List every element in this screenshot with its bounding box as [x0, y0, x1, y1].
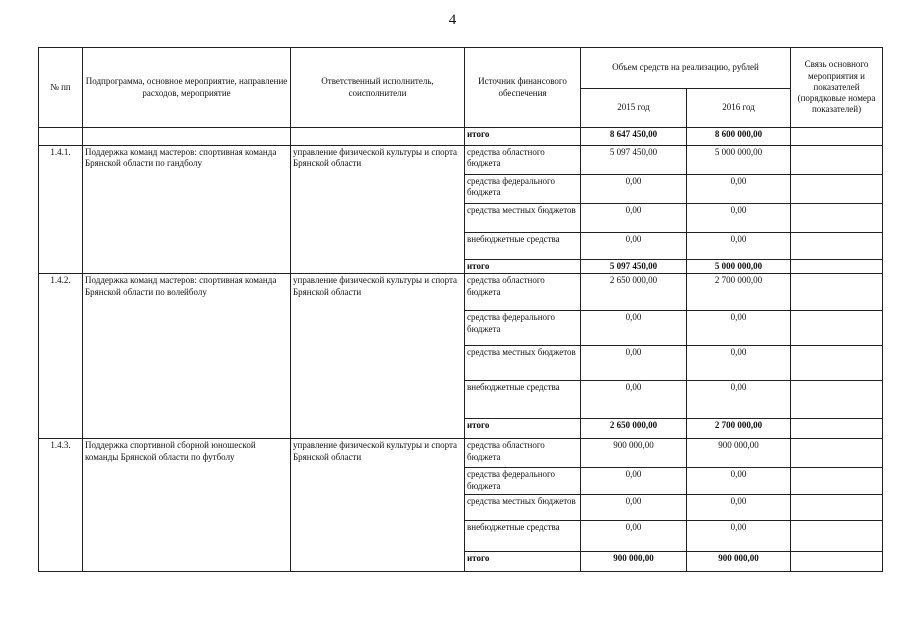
page-number: 4 — [448, 12, 457, 28]
amount-2015: 0,00 — [581, 204, 687, 233]
amount-2015: 0,00 — [581, 311, 687, 346]
executor-name: управление физической культуры и спорта Брянской области — [291, 439, 465, 572]
table-row — [39, 439, 883, 468]
executor-name: управление физической культуры и спорта Брянской области — [291, 146, 465, 274]
row-number: 1.4.2. — [39, 274, 83, 439]
funding-source: средства местных бюджетов — [465, 346, 581, 381]
header-2016: 2016 год — [687, 89, 791, 128]
header-program: Подпрограмма, основное мероприятие, направление расходов, мероприятие — [83, 48, 291, 128]
indicator-link — [791, 175, 883, 204]
table-row — [39, 128, 883, 146]
amount-2015: 0,00 — [581, 381, 687, 419]
amount-2016: 900 000,00 — [687, 439, 791, 468]
funding-source: внебюджетные средства — [465, 381, 581, 419]
indicator-link — [791, 552, 883, 572]
amount-2015: 5 097 450,00 — [581, 146, 687, 175]
funding-source: внебюджетные средства — [465, 233, 581, 260]
funding-source: средства федерального бюджета — [465, 175, 581, 204]
row-number: 1.4.3. — [39, 439, 83, 572]
header-executor: Ответственный исполнитель, соисполнители — [291, 48, 465, 128]
total-2015: 8 647 450,00 — [581, 128, 687, 146]
indicator-link — [791, 311, 883, 346]
total-label: итого — [465, 419, 581, 439]
header-2015: 2015 год — [581, 89, 687, 128]
amount-2016: 5 000 000,00 — [687, 146, 791, 175]
program-name: Поддержка спортивной сборной юношеской команды Брянской области по футболу — [83, 439, 291, 572]
amount-2015: 0,00 — [581, 468, 687, 495]
amount-2016: 0,00 — [687, 175, 791, 204]
total-2015: 900 000,00 — [581, 552, 687, 572]
budget-table — [38, 47, 883, 572]
total-2016: 8 600 000,00 — [687, 128, 791, 146]
indicator-link — [791, 419, 883, 439]
indicator-link — [791, 233, 883, 260]
amount-2016: 0,00 — [687, 311, 791, 346]
total-2016: 5 000 000,00 — [687, 260, 791, 274]
total-2015: 5 097 450,00 — [581, 260, 687, 274]
funding-source: средства областного бюджета — [465, 274, 581, 311]
indicator-link — [791, 468, 883, 495]
amount-2016: 0,00 — [687, 233, 791, 260]
program-name: Поддержка команд мастеров: спортивная команда Брянской области по гандболу — [83, 146, 291, 274]
program-name: Поддержка команд мастеров: спортивная команда Брянской области по волейболу — [83, 274, 291, 439]
header-num: № пп — [39, 48, 83, 128]
indicator-link — [791, 260, 883, 274]
indicator-link — [791, 274, 883, 311]
amount-2015: 900 000,00 — [581, 439, 687, 468]
indicator-link — [791, 346, 883, 381]
amount-2016: 0,00 — [687, 204, 791, 233]
indicator-link — [791, 521, 883, 552]
funding-source: средства областного бюджета — [465, 146, 581, 175]
executor-name: управление физической культуры и спорта Брянской области — [291, 274, 465, 439]
indicator-link — [791, 204, 883, 233]
amount-2015: 2 650 000,00 — [581, 274, 687, 311]
amount-2015: 0,00 — [581, 495, 687, 521]
funding-source: средства федерального бюджета — [465, 311, 581, 346]
indicator-link — [791, 439, 883, 468]
amount-2015: 0,00 — [581, 233, 687, 260]
amount-2016: 0,00 — [687, 346, 791, 381]
header-link: Связь основного мероприятия и показателей (порядковые номера показателей) — [791, 48, 883, 128]
total-2016: 900 000,00 — [687, 552, 791, 572]
header-volume: Объем средств на реализацию, рублей — [581, 48, 791, 89]
total-2016: 2 700 000,00 — [687, 419, 791, 439]
amount-2015: 0,00 — [581, 346, 687, 381]
funding-source: внебюджетные средства — [465, 521, 581, 552]
funding-source: средства местных бюджетов — [465, 204, 581, 233]
amount-2016: 0,00 — [687, 495, 791, 521]
table-row — [39, 146, 883, 175]
amount-2016: 2 700 000,00 — [687, 274, 791, 311]
header-source: Источник финансового обеспечения — [465, 48, 581, 128]
amount-2016: 0,00 — [687, 521, 791, 552]
amount-2015: 0,00 — [581, 175, 687, 204]
amount-2015: 0,00 — [581, 521, 687, 552]
table-row — [39, 274, 883, 311]
indicator-link — [791, 381, 883, 419]
indicator-link — [791, 146, 883, 175]
funding-source: средства федерального бюджета — [465, 468, 581, 495]
amount-2016: 0,00 — [687, 381, 791, 419]
row-number: 1.4.1. — [39, 146, 83, 274]
amount-2016: 0,00 — [687, 468, 791, 495]
funding-source: средства областного бюджета — [465, 439, 581, 468]
table-body — [39, 128, 883, 572]
funding-source: средства местных бюджетов — [465, 495, 581, 521]
total-label: итого — [465, 128, 581, 146]
total-label: итого — [465, 552, 581, 572]
indicator-link — [791, 495, 883, 521]
total-label: итого — [465, 260, 581, 274]
total-2015: 2 650 000,00 — [581, 419, 687, 439]
